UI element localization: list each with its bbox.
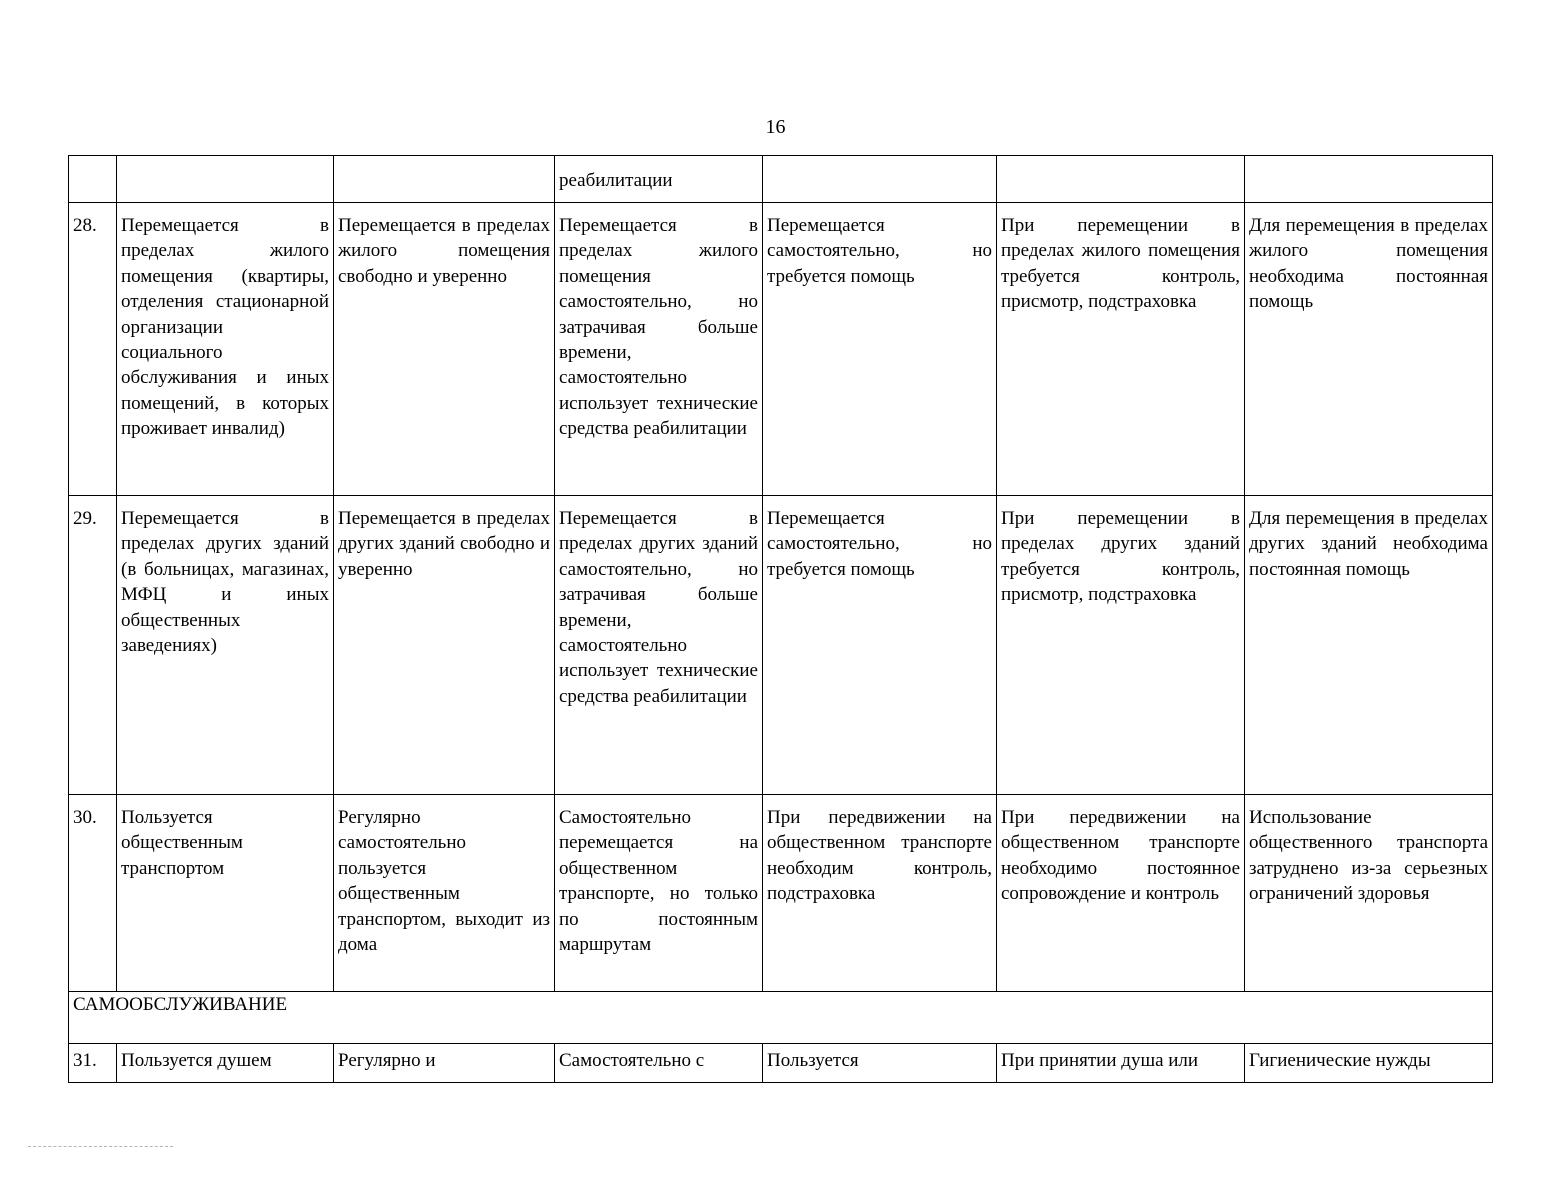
level-cell: При перемещении в пределах других зданий требуется контроль, присмотр, подстраховка: [997, 496, 1245, 795]
level-cell: Регулярно самостоятельно пользуется общественным транспортом, выходит из дома: [334, 795, 555, 992]
level-cell: Перемещается в пределах других зданий свободно и уверенно: [334, 496, 555, 795]
page-number: 16: [765, 116, 786, 138]
level-cell: Гигиенические нужды: [1245, 1044, 1493, 1083]
criterion-cell: Пользуется общественным транспортом: [117, 795, 334, 992]
table-cell: [334, 156, 555, 203]
table-row-30: [69, 795, 1493, 992]
level-cell: Перемещается самостоятельно, но требуется помощь: [763, 496, 997, 795]
level-cell: Перемещается в пределах жилого помещения свободно и уверенно: [334, 203, 555, 496]
table-row-29: [69, 496, 1493, 795]
row-number-cell: 30.: [69, 795, 117, 992]
section-row: [69, 992, 1493, 1044]
row-number-cell: 28.: [69, 203, 117, 496]
level-cell: Регулярно и: [334, 1044, 555, 1083]
level-cell: Пользуется: [763, 1044, 997, 1083]
level-cell: При передвижении на общественном транспорте необходим контроль, подстраховка: [763, 795, 997, 992]
level-cell: Для перемещения в пределах других зданий необходима постоянная помощь: [1245, 496, 1493, 795]
table-cell: реабилитации: [555, 156, 763, 203]
row-number-cell: [69, 156, 117, 203]
level-cell: Самостоятельно перемещается на общественном транспорте, но только по постоянным маршрутам: [555, 795, 763, 992]
table-cell: [763, 156, 997, 203]
table-row-31: [69, 1044, 1493, 1083]
criterion-cell: Перемещается в пределах жилого помещения (квартиры, отделения стационарной организации социального обслуживания и иных помещений, в которых проживает инвалид): [117, 203, 334, 496]
row-number-cell: 29.: [69, 496, 117, 795]
level-cell: Перемещается в пределах других зданий самостоятельно, но затрачивая больше времени, самостоятельно использует технические средства реабилитации: [555, 496, 763, 795]
level-cell: При передвижении на общественном транспорте необходимо постоянное сопровождение и контроль: [997, 795, 1245, 992]
level-cell: Использование общественного транспорта затруднено из-за серьезных ограничений здоровья: [1245, 795, 1493, 992]
level-cell: Перемещается в пределах жилого помещения самостоятельно, но затрачивая больше времени, самостоятельно использует технические средства реабилитации: [555, 203, 763, 496]
table-row-28: [69, 203, 1493, 496]
level-cell: Для перемещения в пределах жилого помещения необходима постоянная помощь: [1245, 203, 1493, 496]
table-cell: [1245, 156, 1493, 203]
level-cell: При принятии душа или: [997, 1044, 1245, 1083]
table-cell: [997, 156, 1245, 203]
section-heading: САМООБСЛУЖИВАНИЕ: [69, 992, 1493, 1044]
level-cell: Перемещается самостоятельно, но требуется помощь: [763, 203, 997, 496]
criterion-cell: Перемещается в пределах других зданий (в больницах, магазинах, МФЦ и иных общественных заведениях): [117, 496, 334, 795]
level-cell: При перемещении в пределах жилого помещения требуется контроль, присмотр, подстраховка: [997, 203, 1245, 496]
scan-artifact-line: [28, 1146, 173, 1147]
table-row-continued: [69, 156, 1493, 203]
level-cell: Самостоятельно с: [555, 1044, 763, 1083]
criterion-cell: Пользуется душем: [117, 1044, 334, 1083]
table-cell: [117, 156, 334, 203]
criteria-table: [68, 155, 1493, 1083]
row-number-cell: 31.: [69, 1044, 117, 1083]
